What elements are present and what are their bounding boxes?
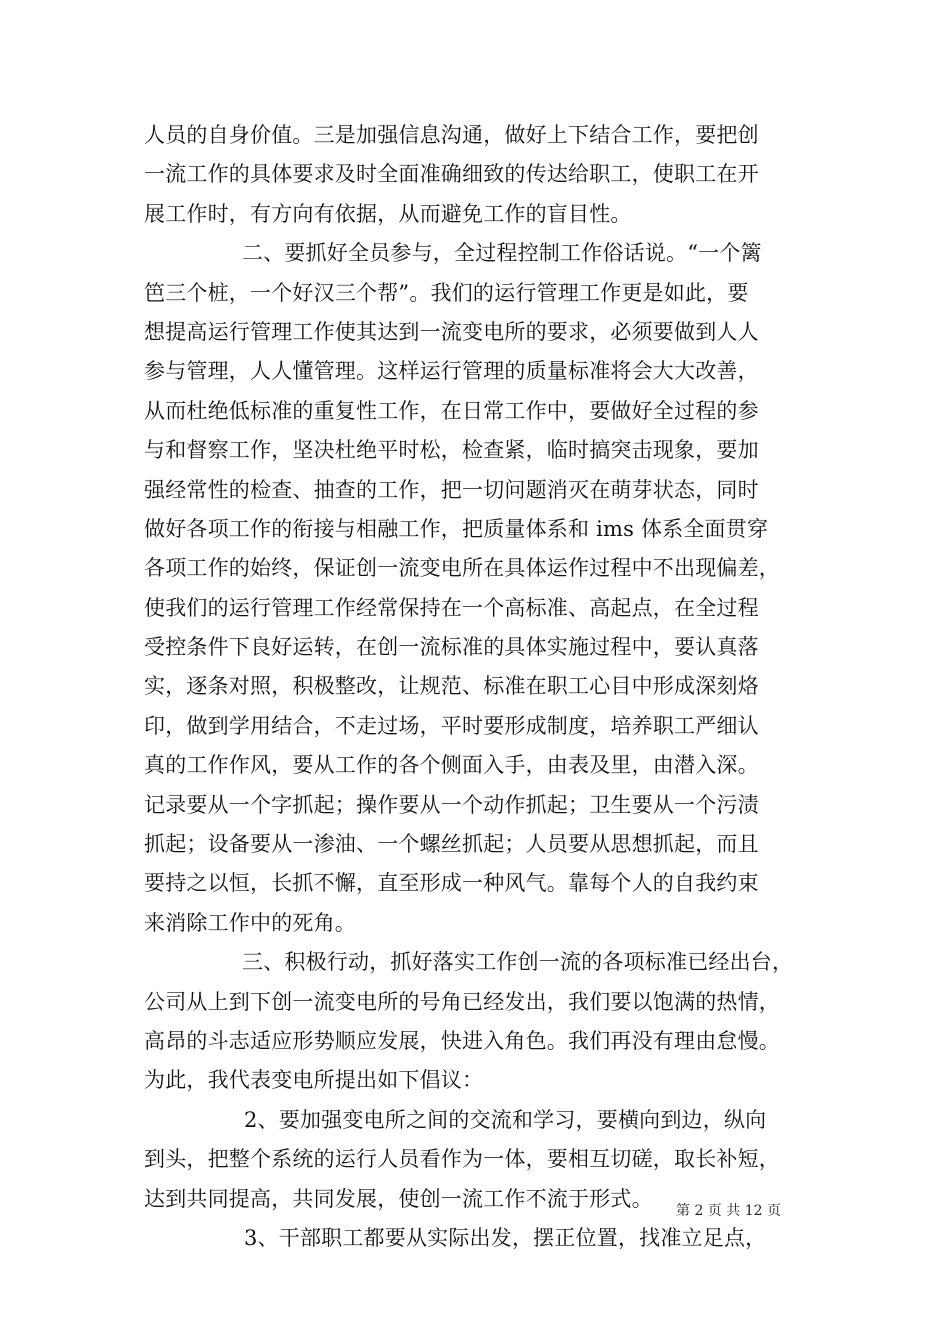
text-line: 一流工作的具体要求及时全面准确细致的传达给职工，使职工在开	[144, 162, 759, 187]
list-item-two: 2、要加强变电所之间的交流和学习，要横向到边，纵向	[244, 1107, 767, 1132]
text-line: 展工作时，有方向有依据，从而避免工作的盲目性。	[144, 201, 632, 226]
text-line: 来消除工作中的死角。	[144, 910, 356, 935]
list-item-three: 3、干部职工都要从实际出发，摆正位置，找准立足点，	[244, 1225, 767, 1250]
text-line: 各项工作的始终，保证创一流变电所在具体运作过程中不出现偏差，	[144, 556, 780, 581]
text-line: 实，逐条对照，积极整改，让规范、标准在职工心目中形成深刻烙	[144, 674, 759, 699]
text-line: 人员的自身价值。三是加强信息沟通，做好上下结合工作，要把创	[144, 123, 759, 147]
text-line: 做好各项工作的衔接与相融工作，把质量体系和 ims 体系全面贯穿	[144, 516, 769, 541]
text-line: 参与管理，人人懂管理。这样运行管理的质量标准将会大大改善，	[144, 359, 759, 384]
text-line: 为此，我代表变电所提出如下倡议：	[144, 1068, 484, 1093]
text-line: 到头，把整个系统的运行人员看作为一体，要相互切磋，取长补短，	[144, 1147, 780, 1172]
section-heading-two: 二、要抓好全员参与，全过程控制工作俗话说。“一个篱	[242, 241, 762, 266]
text-line: 达到共同提高，共同发展，使创一流工作不流于形式。	[144, 1186, 653, 1211]
document-body	[144, 116, 809, 1258]
text-line: 使我们的运行管理工作经常保持在一个高标准、高起点，在全过程	[144, 595, 759, 620]
text-line: 真的工作作风，要从工作的各个侧面入手，由表及里，由潜入深。	[144, 753, 759, 778]
text-line: 从而杜绝低标准的重复性工作，在日常工作中，要做好全过程的参	[144, 398, 759, 423]
text-line: 高昂的斗志适应形势顺应发展，快进入角色。我们再没有理由怠慢。	[144, 1028, 780, 1053]
section-heading-three: 三、积极行动，抓好落实工作创一流的各项标准已经出台，	[242, 950, 794, 975]
text-line: 记录要从一个字抓起；操作要从一个动作抓起；卫生要从一个污渍	[144, 792, 759, 817]
text-line: 想提高运行管理工作使其达到一流变电所的要求，必须要做到人人	[144, 319, 759, 344]
text-line: 笆三个桩，一个好汉三个帮”。我们的运行管理工作更是如此，要	[144, 280, 749, 305]
text-line: 强经常性的检查、抽查的工作，把一切问题消灭在萌芽状态，同时	[144, 477, 759, 502]
text-line: 公司从上到下创一流变电所的号角已经发出，我们要以饱满的热情，	[144, 989, 780, 1014]
text-line: 与和督察工作，坚决杜绝平时松，检查紧，临时搞突击现象，要加	[144, 438, 759, 463]
text-line: 要持之以恒，长抓不懈，直至形成一种风气。靠每个人的自我约束	[144, 871, 759, 896]
text-line: 印，做到学用结合，不走过场，平时要形成制度，培养职工严细认	[144, 713, 759, 738]
text-line: 抓起；设备要从一渗油、一个螺丝抓起；人员要从思想抓起，而且	[144, 832, 759, 857]
page-number-label: 第 2 页 共 12 页	[676, 1203, 781, 1219]
text-line: 受控条件下良好运转，在创一流标准的具体实施过程中，要认真落	[144, 635, 759, 660]
